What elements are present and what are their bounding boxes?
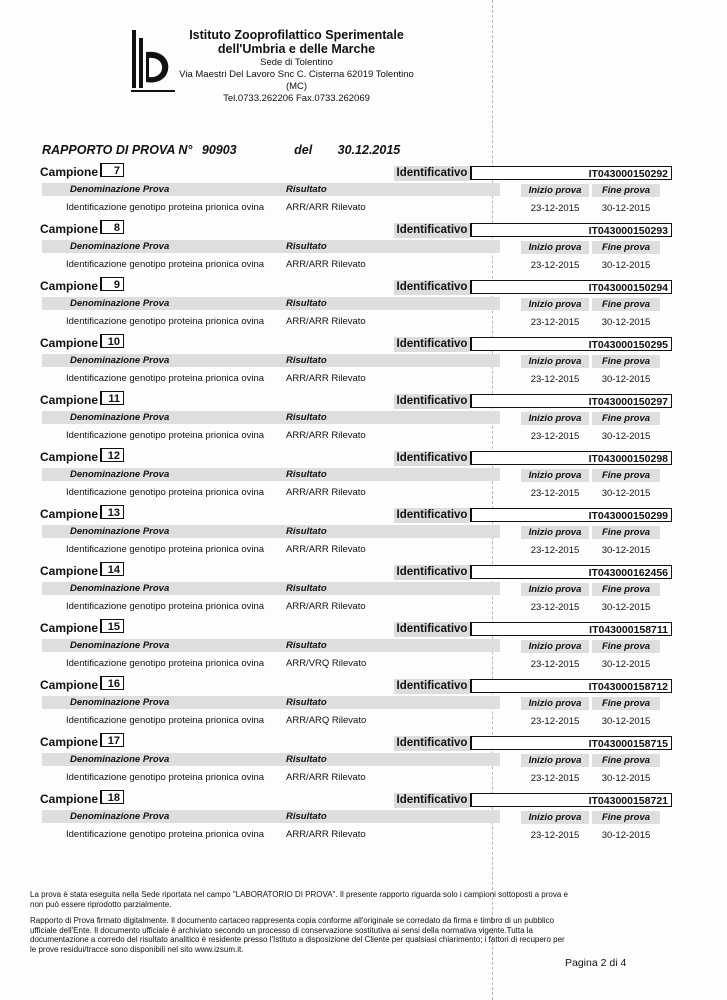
test-start-date: 23-12-2015 [530,260,580,271]
test-start-date: 23-12-2015 [530,716,580,727]
test-start-date: 23-12-2015 [530,431,580,442]
denominazione-header: Denominazione Prova [70,412,170,423]
campione-label: Campione [40,393,99,407]
inizio-prova-header: Inizio prova [521,241,589,254]
footer-note-signature: Rapporto di Prova firmato digitalmente. Il documento cartaceo rappresenta copia conforme all'originale se corredato da firma e timbro di un pubblico ufficiale dell'Ente. Il documento ufficiale è archiviato secondo un processo di conservazione sostitutiva ai sensi della normativa vigente.Tutta la documentazione a corredo del risultato analitico è residente presso l'Istituto a disposizione del Cliente per qualsiasi chiarimento; i fattori di recupero per le prove residui/tracce sono disponibili nel sito www.izsum.it. [30,916,565,954]
test-header-row [42,297,500,310]
campione-number: 7 [100,163,124,177]
risultato-header: Risultato [286,697,327,708]
denominazione-header: Denominazione Prova [70,526,170,537]
test-header-row [42,810,500,823]
report-title [42,143,400,157]
institute-name-line1: Istituto Zooprofilattico Sperimentale [189,28,404,42]
test-result: ARR/ARR Rilevato [286,373,366,384]
identificativo-value: IT043000162456 [470,565,672,579]
samples-list [34,162,674,846]
test-start-date: 23-12-2015 [530,773,580,784]
test-header-row [42,525,500,538]
identificativo-label: Identificativo [394,622,470,637]
identificativo-value: IT043000150294 [470,280,672,294]
test-result: ARR/ARQ Rilevato [286,715,367,726]
campione-label: Campione [40,222,99,236]
campione-label: Campione [40,507,99,521]
test-name: Identificazione genotipo proteina prionica ovina [66,487,265,498]
sample-block [34,561,674,618]
identificativo-value: IT043000158711 [470,622,672,636]
test-end-date: 30-12-2015 [601,431,651,442]
campione-number: 16 [100,676,124,690]
test-result: ARR/ARR Rilevato [286,259,366,270]
institute-name-line2: dell'Umbria e delle Marche [217,42,376,56]
test-end-date: 30-12-2015 [601,488,651,499]
campione-label: Campione [40,336,99,350]
test-result: ARR/ARR Rilevato [286,316,366,327]
test-start-date: 23-12-2015 [530,488,580,499]
test-name: Identificazione genotipo proteina prionica ovina [66,658,265,669]
test-end-date: 30-12-2015 [601,716,651,727]
sample-block [34,276,674,333]
identificativo-label: Identificativo [394,280,470,295]
inizio-prova-header: Inizio prova [521,811,589,824]
inizio-prova-header: Inizio prova [521,526,589,539]
denominazione-header: Denominazione Prova [70,640,170,651]
test-end-date: 30-12-2015 [601,374,651,385]
denominazione-header: Denominazione Prova [70,697,170,708]
risultato-header: Risultato [286,298,327,309]
test-name: Identificazione genotipo proteina prionica ovina [66,202,265,213]
identificativo-label: Identificativo [394,451,470,466]
fine-prova-header: Fine prova [592,697,660,710]
risultato-header: Risultato [286,412,327,423]
sample-block [34,333,674,390]
risultato-header: Risultato [286,526,327,537]
test-end-date: 30-12-2015 [601,260,651,271]
risultato-header: Risultato [286,583,327,594]
test-end-date: 30-12-2015 [601,203,651,214]
campione-number: 14 [100,562,124,576]
identificativo-value: IT043000150293 [470,223,672,237]
institute-contacts: Tel.0733.262206 Fax.0733.262069 [223,93,370,104]
test-start-date: 23-12-2015 [530,203,580,214]
test-name: Identificazione genotipo proteina prionica ovina [66,601,265,612]
report-date-label: del [294,143,313,157]
institute-address-line2: (MC) [285,81,308,92]
fine-prova-header: Fine prova [592,298,660,311]
report-title-label: RAPPORTO DI PROVA N° [42,143,193,157]
campione-number: 12 [100,448,124,462]
fine-prova-header: Fine prova [592,526,660,539]
fine-prova-header: Fine prova [592,754,660,767]
test-name: Identificazione genotipo proteina prionica ovina [66,772,265,783]
inizio-prova-header: Inizio prova [521,640,589,653]
test-name: Identificazione genotipo proteina prionica ovina [66,430,265,441]
footer-notes [30,890,570,961]
identificativo-label: Identificativo [394,508,470,523]
test-end-date: 30-12-2015 [601,659,651,670]
fine-prova-header: Fine prova [592,241,660,254]
test-name: Identificazione genotipo proteina prionica ovina [66,829,265,840]
identificativo-value: IT043000150295 [470,337,672,351]
report-date: 30.12.2015 [337,143,401,157]
identificativo-label: Identificativo [394,565,470,580]
sample-block [34,390,674,447]
campione-number: 13 [100,505,124,519]
campione-number: 10 [100,334,124,348]
denominazione-header: Denominazione Prova [70,754,170,765]
campione-number: 11 [100,391,124,405]
test-header-row [42,639,500,652]
campione-number: 17 [100,733,124,747]
risultato-header: Risultato [286,184,327,195]
test-header-row [42,411,500,424]
campione-label: Campione [40,621,99,635]
report-number: 90903 [201,143,237,157]
campione-label: Campione [40,279,99,293]
fine-prova-header: Fine prova [592,640,660,653]
campione-label: Campione [40,735,99,749]
sample-block [34,675,674,732]
test-header-row [42,240,500,253]
denominazione-header: Denominazione Prova [70,184,170,195]
institute-header [174,28,419,104]
denominazione-header: Denominazione Prova [70,583,170,594]
inizio-prova-header: Inizio prova [521,355,589,368]
risultato-header: Risultato [286,811,327,822]
inizio-prova-header: Inizio prova [521,412,589,425]
test-name: Identificazione genotipo proteina prionica ovina [66,373,265,384]
inizio-prova-header: Inizio prova [521,298,589,311]
test-end-date: 30-12-2015 [601,773,651,784]
identificativo-label: Identificativo [394,394,470,409]
sample-block [34,504,674,561]
inizio-prova-header: Inizio prova [521,583,589,596]
inizio-prova-header: Inizio prova [521,697,589,710]
test-header-row [42,582,500,595]
test-start-date: 23-12-2015 [530,317,580,328]
test-header-row [42,354,500,367]
campione-number: 9 [100,277,124,291]
test-result: ARR/ARR Rilevato [286,430,366,441]
sample-block [34,789,674,846]
campione-number: 15 [100,619,124,633]
fine-prova-header: Fine prova [592,811,660,824]
institute-logo-icon [128,28,178,94]
identificativo-value: IT043000150292 [470,166,672,180]
fine-prova-header: Fine prova [592,412,660,425]
risultato-header: Risultato [286,754,327,765]
institute-branch: Sede di Tolentino [260,57,333,68]
fine-prova-header: Fine prova [592,355,660,368]
identificativo-value: IT043000158712 [470,679,672,693]
identificativo-value: IT043000150299 [470,508,672,522]
campione-label: Campione [40,792,99,806]
fine-prova-header: Fine prova [592,469,660,482]
test-header-row [42,696,500,709]
denominazione-header: Denominazione Prova [70,241,170,252]
campione-number: 8 [100,220,124,234]
page-number: Pagina 2 di 4 [565,957,627,969]
sample-block [34,219,674,276]
denominazione-header: Denominazione Prova [70,298,170,309]
test-start-date: 23-12-2015 [530,602,580,613]
test-name: Identificazione genotipo proteina prionica ovina [66,259,265,270]
identificativo-value: IT043000158715 [470,736,672,750]
inizio-prova-header: Inizio prova [521,469,589,482]
test-result: ARR/ARR Rilevato [286,601,366,612]
identificativo-label: Identificativo [394,337,470,352]
campione-label: Campione [40,165,99,179]
risultato-header: Risultato [286,469,327,480]
denominazione-header: Denominazione Prova [70,355,170,366]
denominazione-header: Denominazione Prova [70,469,170,480]
test-start-date: 23-12-2015 [530,830,580,841]
test-header-row [42,753,500,766]
test-start-date: 23-12-2015 [530,659,580,670]
test-result: ARR/ARR Rilevato [286,487,366,498]
test-name: Identificazione genotipo proteina prionica ovina [66,715,265,726]
risultato-header: Risultato [286,355,327,366]
identificativo-value: IT043000150297 [470,394,672,408]
identificativo-label: Identificativo [394,679,470,694]
inizio-prova-header: Inizio prova [521,754,589,767]
identificativo-label: Identificativo [394,166,470,181]
institute-address-line1: Via Maestri Del Lavoro Snc C. Cisterna 62019 Tolentino [179,69,414,80]
campione-number: 18 [100,790,124,804]
sample-block [34,732,674,789]
test-start-date: 23-12-2015 [530,545,580,556]
inizio-prova-header: Inizio prova [521,184,589,197]
test-start-date: 23-12-2015 [530,374,580,385]
fine-prova-header: Fine prova [592,583,660,596]
logo-underline [131,90,175,92]
test-result: ARR/ARR Rilevato [286,829,366,840]
identificativo-label: Identificativo [394,793,470,808]
test-end-date: 30-12-2015 [601,317,651,328]
test-result: ARR/ARR Rilevato [286,772,366,783]
sample-block [34,162,674,219]
test-end-date: 30-12-2015 [601,545,651,556]
risultato-header: Risultato [286,241,327,252]
fine-prova-header: Fine prova [592,184,660,197]
campione-label: Campione [40,564,99,578]
test-result: ARR/ARR Rilevato [286,202,366,213]
campione-label: Campione [40,678,99,692]
test-name: Identificazione genotipo proteina prionica ovina [66,316,265,327]
test-header-row [42,468,500,481]
sample-block [34,447,674,504]
identificativo-label: Identificativo [394,223,470,238]
test-result: ARR/ARR Rilevato [286,544,366,555]
test-end-date: 30-12-2015 [601,602,651,613]
campione-label: Campione [40,450,99,464]
test-name: Identificazione genotipo proteina prionica ovina [66,544,265,555]
identificativo-value: IT043000158721 [470,793,672,807]
denominazione-header: Denominazione Prova [70,811,170,822]
test-header-row [42,183,500,196]
risultato-header: Risultato [286,640,327,651]
footer-note-scope: La prova è stata eseguita nella Sede riportata nel campo "LABORATORIO DI PROVA". Il presente rapporto riguarda solo i campioni sottoposti a prova e non può essere riprodotto parzialmente. [30,890,568,909]
test-result: ARR/VRQ Rilevato [286,658,367,669]
sample-block [34,618,674,675]
identificativo-label: Identificativo [394,736,470,751]
test-end-date: 30-12-2015 [601,830,651,841]
identificativo-value: IT043000150298 [470,451,672,465]
